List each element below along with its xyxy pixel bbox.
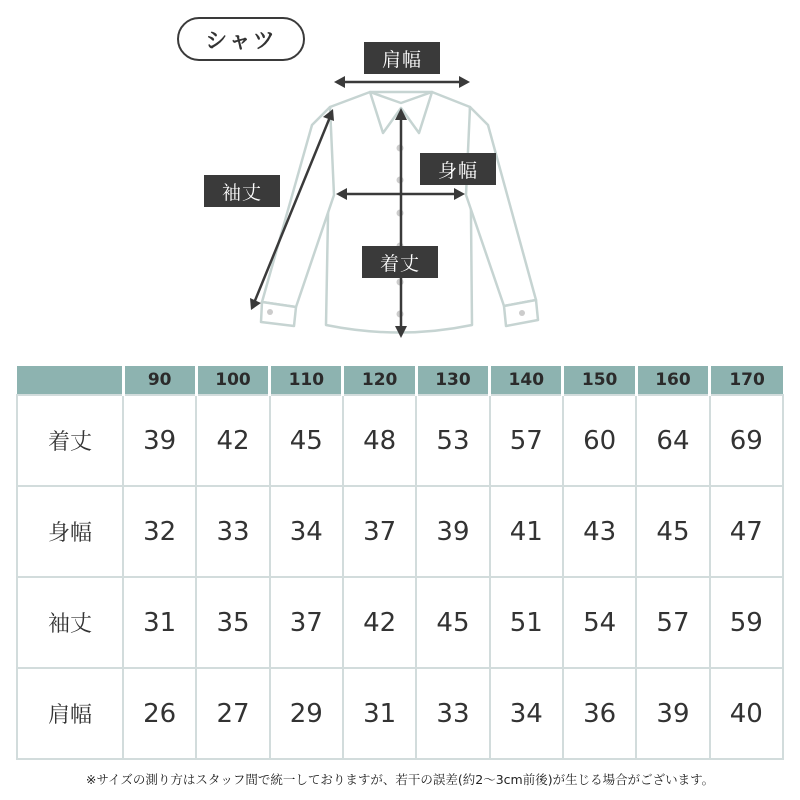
table-cell: 39 (123, 395, 196, 486)
table-cell: 57 (636, 577, 709, 668)
size-header-cell: 100 (196, 366, 269, 395)
table-cell: 54 (563, 577, 636, 668)
table-cell: 45 (416, 577, 489, 668)
sleeve-length-label: 袖丈 (204, 175, 280, 207)
table-cell: 33 (416, 668, 489, 759)
total-length-label: 着丈 (362, 246, 438, 278)
size-header-cell: 140 (490, 366, 563, 395)
table-cell: 34 (270, 486, 343, 577)
table-cell: 39 (636, 668, 709, 759)
row-label: 袖丈 (17, 577, 123, 668)
table-row (17, 577, 783, 668)
table-cell: 69 (710, 395, 783, 486)
table-cell: 60 (563, 395, 636, 486)
table-cell: 48 (343, 395, 416, 486)
table-cell: 31 (343, 668, 416, 759)
table-cell: 42 (343, 577, 416, 668)
size-header-row (17, 366, 783, 395)
row-label: 肩幅 (17, 668, 123, 759)
table-cell: 37 (270, 577, 343, 668)
table-cell: 31 (123, 577, 196, 668)
measurement-note: ※サイズの測り方はスタッフ間で統一しておりますが、若干の誤差(約2〜3cm前後)が生じる場合がございます。 (85, 772, 715, 787)
table-cell: 29 (270, 668, 343, 759)
table-cell: 43 (563, 486, 636, 577)
table-cell: 32 (123, 486, 196, 577)
table-cell: 26 (123, 668, 196, 759)
table-cell: 45 (270, 395, 343, 486)
table-cell: 41 (490, 486, 563, 577)
size-header-cell: 170 (710, 366, 783, 395)
table-cell: 35 (196, 577, 269, 668)
table-row (17, 395, 783, 486)
size-header-cell: 120 (343, 366, 416, 395)
table-cell: 42 (196, 395, 269, 486)
table-cell: 45 (636, 486, 709, 577)
size-header-cell: 130 (416, 366, 489, 395)
table-cell: 57 (490, 395, 563, 486)
size-header-cell: 90 (123, 366, 196, 395)
table-cell: 33 (196, 486, 269, 577)
row-label: 身幅 (17, 486, 123, 577)
header-corner (17, 366, 123, 395)
table-row (17, 486, 783, 577)
table-cell: 36 (563, 668, 636, 759)
table-cell: 59 (710, 577, 783, 668)
table-row (17, 668, 783, 759)
table-cell: 40 (710, 668, 783, 759)
table-cell: 27 (196, 668, 269, 759)
size-header-cell: 110 (270, 366, 343, 395)
table-cell: 37 (343, 486, 416, 577)
shoulder-width-label: 肩幅 (364, 42, 440, 74)
table-cell: 51 (490, 577, 563, 668)
table-cell: 64 (636, 395, 709, 486)
table-cell: 34 (490, 668, 563, 759)
table-cell: 39 (416, 486, 489, 577)
size-table (16, 366, 784, 760)
garment-type-badge: シャツ (177, 17, 305, 61)
body-width-label: 身幅 (420, 153, 496, 185)
row-label: 着丈 (17, 395, 123, 486)
size-header-cell: 160 (636, 366, 709, 395)
size-header-cell: 150 (563, 366, 636, 395)
table-cell: 47 (710, 486, 783, 577)
table-cell: 53 (416, 395, 489, 486)
